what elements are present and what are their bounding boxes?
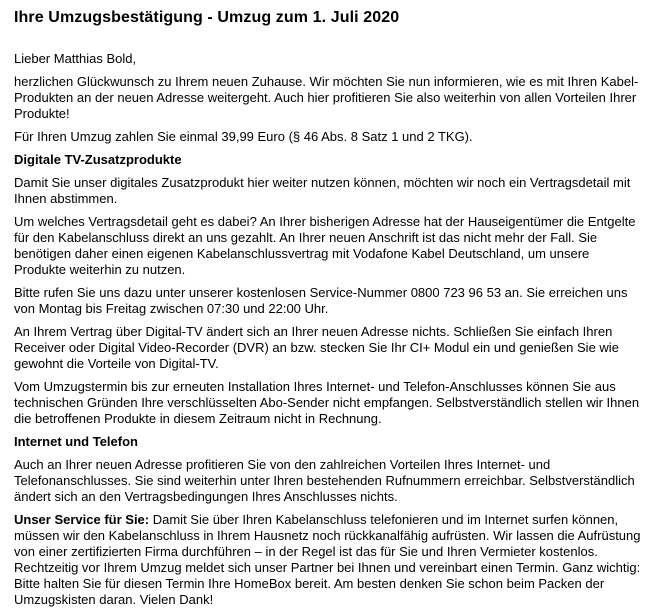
paragraph-service-number: Bitte rufen Sie uns dazu unter unserer kostenlosen Service-Nummer 0800 723 96 53 an. Sie erreichen uns von Montag bis Freitag zwischen 07:30 und 22:00 Uhr. [14, 285, 628, 316]
service-paragraph-bold-lead: Unser Service für Sie: [14, 512, 150, 527]
greeting-line: Lieber Matthias Bold, [14, 51, 137, 66]
section-heading-internet-telefon: Internet und Telefon [14, 434, 138, 449]
paragraph-congratulations: herzlichen Glückwunsch zu Ihrem neuen Zuhause. Wir möchten Sie nun informieren, wie es mit Ihren Kabel-Produkten an der neuen Adresse weitergeht. Auch hier profitieren Sie also weiterhin von allen Vorteilen Ihrer Produkte! [14, 74, 639, 121]
service-paragraph-body: Damit Sie über Ihren Kabelanschluss telefonieren und im Internet surfen können, müssen wir den Kabelanschluss in Ihrem Hausnetz noch rückkanalfähig aufrüsten. Wir lassen die Aufrüstung von einer zertifizierten Firma durchführen – in der Regel ist das für Sie und Ihren Vermieter kostenlos. Rechtzeitig vor Ihrem Umzug meldet sich unser Partner bei Ihnen und vereinbart einen Termin. Ganz wichtig: Bitte halten Sie für diesen Termin Ihre HomeBox bereit. Am besten denken Sie schon beim Packen der Umzugskisten daran. Vielen Dank! [14, 512, 641, 607]
section-heading-digital-tv: Digitale TV-Zusatzprodukte [14, 152, 182, 167]
paragraph-contract-detail-intro: Damit Sie unser digitales Zusatzprodukt hier weiter nutzen können, möchten wir noch ein Vertragsdetail mit Ihnen abstimmen. [14, 175, 631, 206]
paragraph-move-fee: Für Ihren Umzug zahlen Sie einmal 39,99 Euro (§ 46 Abs. 8 Satz 1 und 2 TKG). [14, 129, 473, 144]
paragraph-digital-tv-contract: An Ihrem Vertrag über Digital-TV ändert sich an Ihrer neuen Adresse nichts. Schließen Sie einfach Ihren Receiver oder Digital Video-Recorder (DVR) an bzw. stecken Sie Ihr CI+ Modul ein und genießen Sie wie gewohnt die Vorteile von Digital-TV. [14, 324, 619, 371]
paragraph-abo-sender-interruption: Vom Umzugstermin bis zur erneuten Installation Ihres Internet- und Telefon-Anschlusses können Sie aus technischen Gründen Ihre verschlüsselten Abo-Sender nicht empfangen. Selbstverständlich stellen wir Ihnen die betroffenen Produkte in diesem Zeitraum nicht in Rechnung. [14, 379, 640, 426]
paragraph-service-upgrade [14, 512, 644, 608]
document-title: Ihre Umzugsbestätigung - Umzug zum 1. Juli 2020 [14, 9, 400, 26]
paragraph-contract-detail-explanation: Um welches Vertragsdetail geht es dabei? An Ihrer bisherigen Adresse hat der Hauseigentümer die Entgelte für den Kabelanschluss direkt an uns gezahlt. An Ihrer neuen Anschrift ist das nicht mehr der Fall. Sie benötigen daher einen eigenen Kabelanschlussvertrag mit Vodafone Kabel Deutschland, um unsere Produkte weiterhin zu nutzen. [14, 214, 636, 277]
paragraph-internet-telefon-benefits: Auch an Ihrer neuen Adresse profitieren Sie von den zahlreichen Vorteilen Ihres Internet- und Telefonanschlusses. Sie sind weiterhin unter Ihren bestehenden Rufnummern erreichbar. Selbstverständlich ändert sich an den Vertragsbedingungen Ihres Anschlusses nichts. [14, 457, 635, 504]
